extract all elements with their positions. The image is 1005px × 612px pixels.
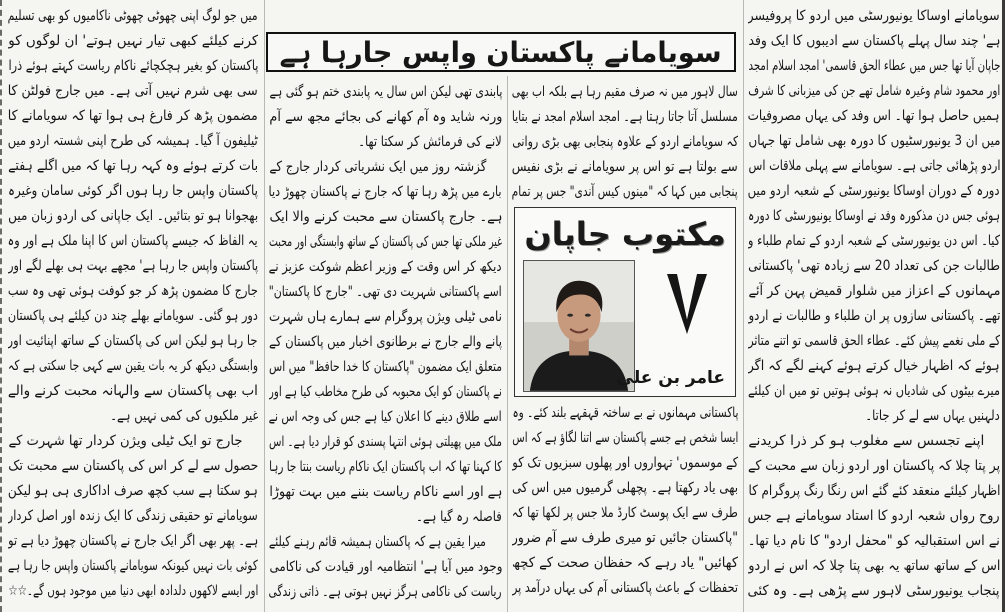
text-line (512, 501, 738, 526)
text-line (512, 105, 738, 130)
text-line-content: اردو پڑھائی جاتی ہے۔ سویامانے سے پہلی ملاقات اس (748, 158, 1000, 174)
text-line-content: اپنے تجسس سے مغلوب ہو کر ذرا کریدنے (748, 433, 984, 449)
text-line (8, 29, 258, 54)
text-line-content: تھے۔ پاکستانی سازوں پر ان طلباء و طالبات نے اردو (748, 308, 1000, 324)
text-line (748, 304, 1000, 329)
text-line (269, 530, 502, 555)
text-line-content: ہے۔ پھر بھی اگر ایک جارج نے پاکستان چھوڑ دیا ہے تو (8, 533, 258, 549)
text-line (8, 79, 258, 104)
text-line (748, 104, 1000, 129)
text-line-content: اس کے ساتھ ساتھ یہ بھی پتا چلا کہ اس نے اردو (748, 558, 1000, 574)
text-line-content: ہے' چند سال پہلے پاکستان سے ادیبوں کا ایک وفد (748, 33, 1000, 49)
text-line-content: ایسا شخص ہے جسے پاکستان سے اتنا لگاؤ ہے کہ اس (512, 430, 738, 446)
text-line (269, 555, 502, 580)
text-line (748, 254, 1000, 279)
text-line (748, 329, 1000, 354)
text-line-content: ٹیلیفون آ گیا۔ ہمیشہ کی طرح اپنی شستہ اردو میں (8, 133, 258, 149)
text-line-content: بارے میں پڑھ رہا تھا کہ جارج نے پاکستان چھوڑ دیا (269, 184, 502, 200)
text-line-content: پنجاب یونیورسٹی لاہور سے پڑھی ہے۔ وہ کئی (748, 583, 1000, 599)
pen-nib-icon (667, 274, 707, 334)
text-line-content: سویامانے تو حقیقی زندگی کا ایک زندہ اور اصل کردار (8, 508, 258, 524)
text-line-content: پاکستان واپس جا رہا ہے' مجھے بہت ہی بھلے لگے اور (8, 258, 258, 274)
text-line (748, 379, 1000, 404)
text-line-content: نے پاکستان کو ایک محبوبہ کی طرح مخاطب کیا ہے اور (269, 384, 502, 400)
column-byline-box (514, 207, 736, 397)
text-line-content: "پاکستان جائیں تو میری طرف سے آم ضرور (512, 530, 738, 546)
text-line-content: میرا یقین ہے کہ پاکستان ہمیشہ قائم رہنے کیلئے (269, 534, 486, 550)
text-line-content: مسلسل آتا جاتا رہتا ہے۔ امجد اسلام امجد نے بتایا (512, 109, 738, 125)
scan-edge-left (0, 0, 3, 612)
text-line (269, 480, 502, 505)
text-line (8, 379, 258, 404)
text-line-content: مہمانوں کے اعزاز میں شلوار قمیض پہن کر آئے (748, 283, 1000, 299)
text-line-content: طرف سے ایک پوسٹ کارڈ ملا جس پر لکھا تھا کہ (512, 505, 738, 521)
text-line-content: یہ الفاظ کہ جیسے پاکستان اس کا اپنا ملک ہے اور وہ (8, 233, 258, 249)
text-line (269, 130, 502, 155)
text-line (269, 255, 502, 280)
text-line (8, 154, 258, 179)
text-line-content: روح رواں شعبہ اردو کا استاد سویامانے ہے جس (748, 508, 1000, 524)
text-line (512, 180, 738, 205)
text-line-content: میں ان 3 یونیورسٹیوں کا دورہ بھی شامل تھا جہاں (748, 133, 1000, 149)
text-line (8, 479, 258, 504)
text-line (748, 579, 1000, 604)
column-rule (264, 0, 265, 612)
text-line-content: جارج کا مضمون پڑھ کر جو کوفت ہوئی تھی وہ سب (8, 283, 258, 299)
text-line (748, 354, 1000, 379)
text-line-content: میں جو لوگ اپنی چھوٹی چھوٹی ناکامیوں کو بھی تسلیم (8, 8, 258, 24)
text-line (269, 405, 502, 430)
text-line (269, 105, 502, 130)
text-line (8, 554, 258, 579)
text-line (8, 104, 258, 129)
text-line-content: اظہار کیلئے منعقد کئے گئے اس رنگا رنگ پروگرام کا (748, 483, 1000, 499)
text-line-content: غیر ملکیوں کی کمی نہیں ہے۔ (109, 408, 258, 424)
column-name: مکتوب جاپان (524, 215, 726, 253)
text-line (269, 380, 502, 405)
text-line (269, 280, 502, 305)
text-line (748, 454, 1000, 479)
text-line-content: اب بھی پاکستان سے والہانہ محبت کرنے والے (8, 383, 258, 399)
text-line (748, 229, 1000, 254)
text-line (748, 29, 1000, 54)
text-line-content: بھجوانا ہو تو بتائیں۔ ایک جاپانی کی اردو زبان میں (8, 208, 258, 224)
text-line (8, 529, 258, 554)
text-line (269, 305, 502, 330)
column-2-bottom (512, 401, 738, 601)
text-line-content: حصول سے لے کر اس کی پاکستان سے محبت تک (8, 458, 258, 474)
text-line-content: پاکستانی مہمانوں نے بے ساختہ قہقہے بلند کئے۔ وہ (512, 405, 738, 421)
text-line (8, 404, 258, 429)
text-line (269, 80, 502, 105)
text-line (512, 476, 738, 501)
text-line (8, 429, 258, 454)
text-line-content: ہو سکتا ہے سب کچھ صرف اداکاری ہی ہو لیکن (8, 483, 258, 499)
text-line (748, 504, 1000, 529)
text-line (748, 479, 1000, 504)
text-line-content: جارج تو ایک ٹیلی ویژن کردار تھا شہرت کے (8, 433, 242, 449)
text-line (269, 455, 502, 480)
text-line (8, 304, 258, 329)
text-line-content: سے بولتا ہے تو اس پر سویامانے نے بڑی نفیس (512, 159, 738, 175)
text-line-content: جا رہا ہو لیکن اس کی پاکستان کے ساتھ اپنائیت اور (8, 333, 258, 349)
column-rule (743, 0, 744, 612)
column-1 (748, 4, 1000, 604)
text-line-content: دور ہو گئی۔ سویامانے بھلے چند دن کیلئے ہی پاکستان (8, 308, 258, 324)
column-rule (507, 76, 508, 612)
text-line (8, 354, 258, 379)
text-line-content: دیکھ کر اس وقت کے وزیر اعظم شوکت عزیز نے (269, 259, 502, 275)
text-line-content: پنجابی میں کہا کہ "مینوں کیس آندی" جس پر تمام (512, 184, 738, 200)
text-line (8, 54, 258, 79)
text-line-content: مضمون پڑھ کر فارغ ہی ہوا تھا کہ سویامانے کا (8, 108, 258, 124)
text-line (748, 4, 1000, 29)
text-line (269, 580, 502, 605)
text-line-content: جاپان آیا تھا جس میں عطاء الحق قاسمی' امجد اسلام امجد (748, 58, 1000, 74)
text-line (748, 429, 1000, 454)
text-line (748, 554, 1000, 579)
text-line (748, 529, 1000, 554)
text-line-content: کے ملی نغمے پیش کئے۔ عطاء الحق قاسمی تو اتنے متاثر (748, 333, 1000, 349)
text-line-content: اسے پاکستانی شہریت دی تھی۔ "جارج کا پاکستان" (269, 284, 502, 300)
text-line-content: اور محمود شام وغیرہ شامل تھے جن کی میزبانی کا شرف (748, 83, 1000, 99)
text-line (269, 330, 502, 355)
text-line (8, 454, 258, 479)
text-line-content: پانے والے جارج نے برطانوی اخبار میں پاکستان کے (269, 334, 502, 350)
text-line-content: نے اس استقبالیہ کو "محفل اردو" کا نام دیا تھا۔ (748, 533, 1000, 549)
text-line-content: سویامانے اوساکا یونیورسٹی میں اردو کا پروفیسر (748, 8, 1000, 24)
text-line-content: سال لاہور میں نہ صرف مقیم رہا ہے بلکہ اب بھی (512, 84, 738, 100)
text-line-content: پر پتا چلا کہ پاکستان اور اردو زبان سے محبت کے (748, 458, 1000, 474)
text-line-content: کوئی بات نہیں کیونکہ سویامانے پاکستان واپس جا رہا ہے (8, 558, 258, 574)
text-line (512, 576, 738, 601)
text-line-content: ملک میں پھیلتی ہوئی انتہا پسندی کو قرار دیا ہے۔ اس (269, 434, 502, 450)
text-line-content: گزشتہ روز میں ایک نشریاتی کردار جارج کے (269, 159, 486, 175)
text-line-content: ہوئی جس دن مذکورہ وفد نے اوساکا یونیورسٹی کا دورہ (748, 208, 1000, 224)
column-3 (269, 80, 502, 605)
text-line (8, 504, 258, 529)
text-line (269, 230, 502, 255)
text-line-content: ہے اور اسے ناکام ریاست بننے میں بہت تھوڑا (269, 484, 502, 500)
text-line-content: میرے بیٹوں کی شادیاں نہ ہوئی ہوتیں تو میں ان کیلئے (748, 383, 1000, 399)
text-line (8, 129, 258, 154)
text-line-content: لانے کی فرمائش کر سکتا تھا۔ (358, 134, 502, 150)
text-line-content: نامی ٹیلی ویژن پروگرام سے ہمارے ہاں شہرت (269, 309, 502, 325)
text-line (8, 279, 258, 304)
text-line-content: پاکستان واپس جا رہا ہوں اگر کوئی سامان وغیرہ (8, 183, 258, 199)
text-line-content: بھی یاد رکھتا ہے۔ پچھلی گرمیوں میں اس کی (512, 480, 738, 496)
text-line (748, 54, 1000, 79)
text-line-content: اسے طلاق دینے کا اعلان کیا ہے جس کی وجہ اس نے (269, 409, 502, 425)
text-line-content: اور ایسے لاکھوں دلدادہ ابھی دنیا میں موجود ہوں گے۔☆☆ (8, 583, 258, 599)
text-line (269, 355, 502, 380)
text-line (269, 180, 502, 205)
text-line (269, 505, 502, 530)
text-line-content: دلہنیں یہاں سے لے کر جاتا۔ (865, 408, 1000, 424)
text-line-content: کیا۔ اس دن یونیورسٹی کے شعبہ اردو کے تمام طلباء و (748, 233, 1000, 249)
text-line (748, 204, 1000, 229)
text-line-content: پاکستان کو بغیر ہچکچائے ناکام ریاست کہتے ہوئے ذرا (8, 58, 258, 74)
text-line (512, 401, 738, 426)
text-line (748, 79, 1000, 104)
text-line-content: ریاست کی ناکامی ہرگز نہیں ہوتی ہے۔ ذاتی زندگی (269, 584, 502, 600)
text-line-content: تحفظات کے باعث پاکستانی آم کی یہاں درآمد پر (512, 580, 738, 596)
text-line (512, 155, 738, 180)
text-line-content: فاصلہ رہ گیا ہے۔ (416, 509, 502, 525)
text-line (512, 426, 738, 451)
text-line (269, 205, 502, 230)
text-line-content: وجود میں آیا ہے' انتظامیہ اور قیادت کی ناکامی (269, 559, 502, 575)
headline: سویامانے پاکستان واپس جارہا ہے (279, 35, 723, 69)
column-4 (8, 4, 258, 604)
text-line (748, 179, 1000, 204)
text-line (8, 254, 258, 279)
text-line-content: سی بھی شرم نہیں آتی ہے۔ میں جارج فولٹن کا (8, 83, 258, 99)
text-line-content: ہوئے کہ اظہار خیال کرتے ہوئے کہنے لگے کہ اگر (748, 358, 1000, 374)
text-line (512, 451, 738, 476)
text-line-content: کرنے کیلئے کبھی تیار نہیں ہوتے' ان لوگوں کو (8, 33, 258, 49)
text-line-content: کا کہنا تھا کہ اب پاکستان ایک ناکام ریاست بنتا جا رہا (269, 459, 502, 475)
text-line-content: غیر ملکی تھا جس کی پاکستان کے ساتھ وابستگی اور محبت (269, 234, 502, 250)
author-name: عامر بن علی (616, 368, 725, 388)
text-line (512, 551, 738, 576)
text-line-content: کہ سویامانے اردو کے علاوہ پنجابی بھی بڑی روانی (512, 134, 738, 150)
text-line (8, 229, 258, 254)
text-line-content: وابستگی دیکھ کر یہ بات یقین سے کہی جا سکتی ہے کہ (8, 358, 258, 374)
text-line (748, 129, 1000, 154)
text-line-content: متعلق ایک مضمون "پاکستان کا خدا حافظ" میں اس (269, 359, 502, 375)
text-line (748, 154, 1000, 179)
text-line-content: ہے۔ جارج پاکستان سے محبت کرنے والا ایک (269, 209, 502, 225)
text-line (512, 526, 738, 551)
text-line (748, 404, 1000, 429)
text-line-content: کے موسموں' تہواروں اور پھلوں سبزیوں تک کو (512, 455, 738, 471)
text-line (748, 279, 1000, 304)
text-line-content: دورہ کے دوران اوساکا یونیورسٹی کے شعبہ اردو میں (748, 183, 1000, 199)
text-line (8, 179, 258, 204)
text-line (512, 80, 738, 105)
text-line-content: طالبات جن کی تعداد 20 سے زیادہ تھی' پاکستانی (748, 258, 1000, 274)
text-line-content: پابندی تھی لیکن اس سال یہ پابندی ختم ہو گئی ہے (269, 84, 502, 100)
text-line-content: ہمیں حاصل ہوا تھا۔ اس وفد کی یہاں مصروفیات (748, 108, 1000, 124)
text-line (8, 329, 258, 354)
text-line (512, 130, 738, 155)
text-line-content: کھائیں" یاد رہے کہ حفظان صحت کے کچھ (512, 555, 738, 571)
headline-box (266, 32, 736, 72)
text-line (269, 155, 502, 180)
text-line-content: ورنہ شاید وہ آم کھانے کی بجائے مجھ سے آم (269, 109, 502, 125)
column-2-top (512, 80, 738, 205)
text-line (8, 4, 258, 29)
text-line-content: بات کرتے ہوئے وہ کہہ رہا تھا کہ میں اگلے ہفتے (8, 158, 258, 174)
text-line (8, 204, 258, 229)
text-line (8, 579, 258, 604)
text-line (269, 430, 502, 455)
